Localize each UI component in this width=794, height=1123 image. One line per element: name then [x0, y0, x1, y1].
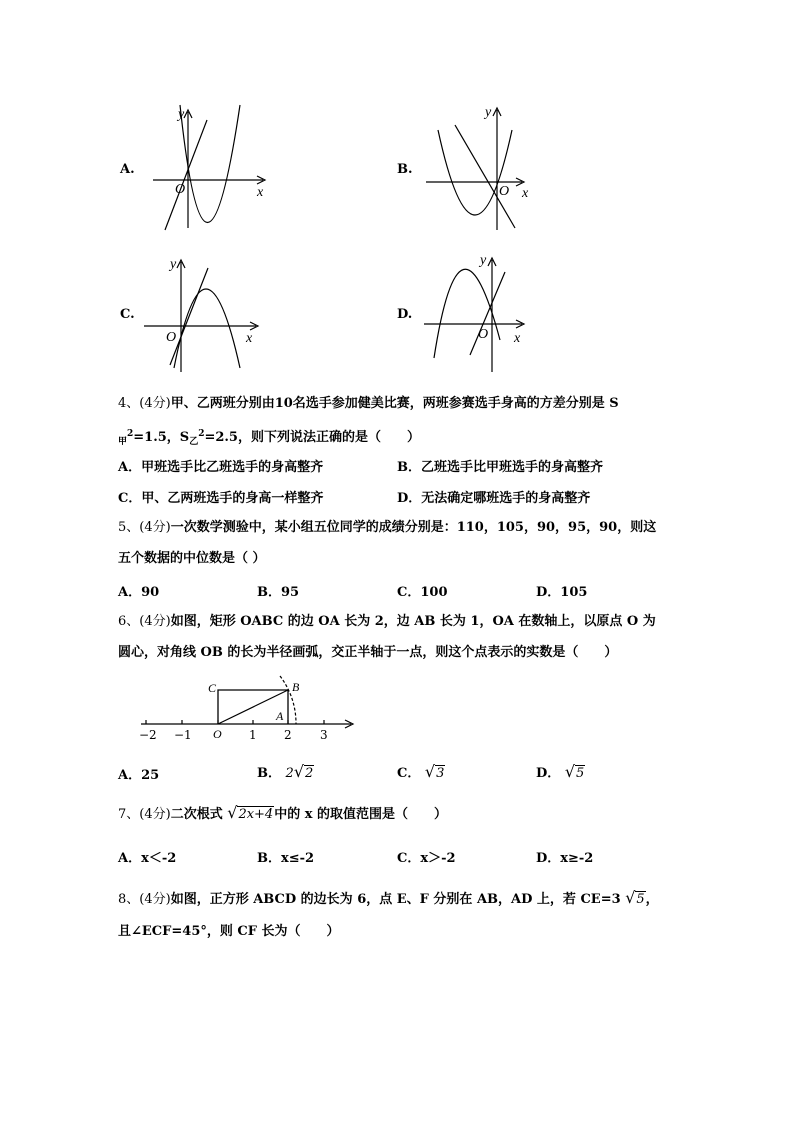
q8-radicand: 5 [636, 892, 645, 907]
q7-choice-b: B．x≤-2 [257, 851, 315, 866]
q6-label-a: A [276, 709, 284, 723]
q6-choice-b-label: B． [257, 766, 281, 781]
option-d-x-label: x [514, 331, 521, 346]
q6-tick-2: 2 [284, 728, 292, 742]
option-a-x-label: x [257, 185, 264, 200]
q4-sup-2: 2 [198, 429, 205, 439]
option-b-x-label: x [522, 186, 529, 201]
q6-tick-neg1: −1 [174, 728, 192, 742]
option-b-letter: B. [397, 162, 413, 177]
q6-choice-b-radicand: 2 [305, 766, 314, 781]
q7-post: 中的 x 的取值范围是（ ） [274, 807, 448, 822]
q8-number: 8、(4分) [118, 892, 171, 907]
option-b-origin-label: O [499, 184, 510, 199]
q4-sup-1: 2 [127, 429, 134, 439]
q4-choice-d: D．无法确定哪班选手的身高整齐 [397, 491, 591, 506]
q7-choice-c: C．x＞-2 [397, 851, 456, 866]
option-d-graph [420, 250, 550, 380]
q6-number: 6、(4分) [118, 614, 171, 629]
q5-choice-d: D．105 [536, 585, 588, 600]
q4-text-b: =1.5，S [133, 430, 190, 445]
q6-choice-d-radicand: 5 [576, 766, 585, 781]
q6-label-b: B [292, 680, 300, 694]
option-b-graph [420, 100, 550, 235]
q4-line1 [118, 394, 619, 414]
q8-line2: 且∠ECF=45°，则 CF 长为（ ） [118, 924, 340, 939]
option-d-letter: D. [397, 307, 413, 322]
q5-choice-c: C．100 [397, 585, 448, 600]
option-c-origin-label: O [166, 330, 177, 345]
q6-tick-3: 3 [320, 728, 328, 742]
option-c-letter: C. [120, 307, 135, 322]
option-c-graph [140, 250, 270, 380]
q8-radical: √5 [625, 888, 645, 907]
q4-text-line1: 甲、乙两班分别由10名选手参加健美比赛，两班参赛选手身高的方差分别是 S [170, 396, 619, 411]
q7-line1 [118, 803, 447, 825]
q4-sub-jia: 甲 [118, 437, 128, 447]
q5-choice-b: B．95 [257, 585, 300, 600]
q6-figure [135, 672, 365, 747]
q6-choice-b-coef: 2 [285, 766, 294, 781]
q4-sub-yi: 乙 [189, 437, 199, 447]
q6-text-line1: 如图，矩形 OABC 的边 OA 长为 2，边 AB 长为 1，OA 在数轴上，以原点 O 为 [170, 614, 656, 629]
option-a-letter: A. [120, 162, 135, 177]
q6-tick-1: 1 [249, 728, 257, 742]
q6-choice-c-label: C． [397, 766, 421, 781]
q5-line1 [118, 518, 656, 538]
q7-number: 7、(4分) [118, 807, 171, 822]
q6-choice-d-radical: √5 [564, 762, 585, 781]
q4-text-d: =2.5，则下列说法正确的是（ ） [204, 430, 420, 445]
q8-text-line1: 如图，正方形 ABCD 的边长为 6，点 E、F 分别在 AB，AD 上，若 CE=3 [170, 892, 621, 907]
q6-tick-neg2: −2 [139, 728, 157, 742]
option-d-origin-label: O [478, 327, 489, 342]
option-a-y-label: y [178, 107, 185, 122]
q5-line2: 五个数据的中位数是（ ） [118, 551, 266, 566]
q6-choice-c [397, 762, 445, 781]
q6-choice-a: A．25 [118, 768, 160, 783]
q6-choice-c-radicand: 3 [436, 766, 445, 781]
q6-choice-d [536, 762, 585, 781]
q6-label-o: O [213, 727, 222, 741]
q6-line1 [118, 612, 656, 632]
q8-line1 [118, 888, 659, 910]
q4-choice-c: C．甲、乙两班选手的身高一样整齐 [118, 491, 324, 506]
q7-pre: 二次根式 [170, 807, 223, 822]
option-c-y-label: y [170, 257, 177, 272]
q5-choice-a: A．90 [118, 585, 160, 600]
q6-choice-b [257, 762, 314, 781]
q5-text-line1: 一次数学测验中，某小组五位同学的成绩分别是：110，105，90，95，90，则这 [170, 520, 657, 535]
q6-choice-d-label: D． [536, 766, 561, 781]
q4-line2 [118, 424, 420, 452]
q4-choice-b: B．乙班选手比甲班选手的身高整齐 [397, 460, 603, 475]
q4-number: 4、(4分) [118, 396, 171, 411]
q7-radical: √2x+4 [227, 803, 274, 822]
q6-label-c: C [208, 681, 217, 695]
option-d-y-label: y [480, 253, 487, 268]
q7-choice-d: D．x≥-2 [536, 851, 594, 866]
q5-number: 5、(4分) [118, 520, 171, 535]
q4-choice-a: A．甲班选手比乙班选手的身高整齐 [118, 460, 324, 475]
option-b-y-label: y [485, 105, 492, 120]
q6-line2: 圆心，对角线 OB 的长为半径画弧，交正半轴于一点，则这个点表示的实数是（ ） [118, 645, 618, 660]
q8-line1-end: ， [645, 892, 659, 907]
q7-choice-a: A．x＜-2 [118, 851, 177, 866]
option-c-x-label: x [246, 331, 253, 346]
option-a-graph [145, 100, 275, 235]
q7-radicand: 2x+4 [238, 807, 274, 822]
q6-choice-b-radical: √2 [293, 762, 314, 781]
option-a-origin-label: O [175, 182, 186, 197]
q6-choice-c-radical: √3 [424, 762, 445, 781]
